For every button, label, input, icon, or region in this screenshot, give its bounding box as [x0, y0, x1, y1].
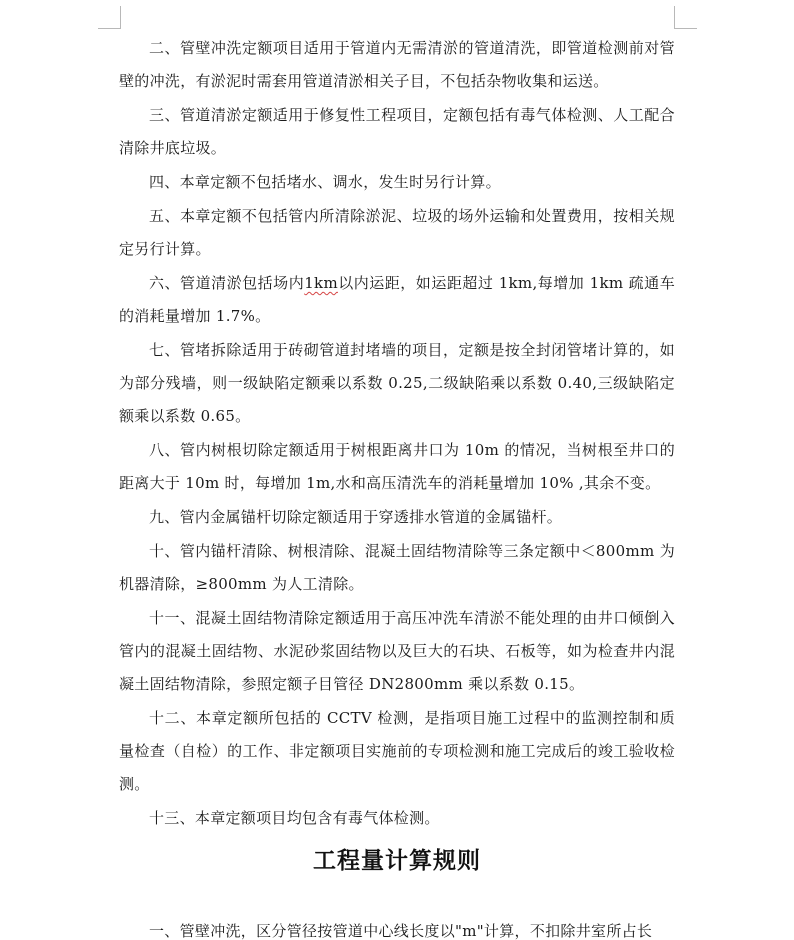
crop-mark-top-right	[674, 6, 697, 29]
rule-paragraph-1: 一、管壁冲洗，区分管径按管道中心线长度以"m"计算，不扣除井室所占长	[149, 922, 653, 940]
paragraph-6-start: 六、管道清淤包括场内	[149, 274, 305, 292]
paragraph-8: 八、管内树根切除定额适用于树根距离井口为 10m 的情况，当树根至井口的距离大于 10m 时，每增加 1m,水和高压清洗车的消耗量增加 10% ,其余不变。	[119, 441, 675, 492]
paragraph-9: 九、管内金属锚杆切除定额适用于穿透排水管道的金属锚杆。	[149, 508, 563, 526]
paragraph-7: 七、管堵拆除适用于砖砌管道封堵墙的项目，定额是按全封闭管堵计算的，如为部分残墙，则一级缺陷定额乘以系数 0.25,二级缺陷乘以系数 0.40,三级缺陷定额乘以系数 0.65。	[119, 341, 675, 425]
paragraph-13: 十三、本章定额项目均包含有毒气体检测。	[149, 809, 440, 827]
paragraph-2: 二、管壁冲洗定额项目适用于管道内无需清淤的管道清洗，即管道检测前对管壁的冲洗，有淤泥时需套用管道清淤相关子目，不包括杂物收集和运送。	[119, 39, 675, 90]
section-heading: 工程量计算规则	[313, 848, 481, 874]
crop-mark-top-left	[98, 6, 121, 29]
spellcheck-underlined-word: 1km	[304, 274, 338, 292]
paragraph-6	[119, 267, 675, 333]
paragraph-11: 十一、混凝土固结物清除定额适用于高压冲洗车清淤不能处理的由井口倾倒入管内的混凝土固结物、水泥砂浆固结物以及巨大的石块、石板等，如为检查井内混凝土固结物清除，参照定额子目管径 DN2800mm 乘以系数 0.15。	[119, 609, 675, 693]
paragraph-3: 三、管道清淤定额适用于修复性工程项目，定额包括有毒气体检测、人工配合清除井底垃圾。	[119, 106, 675, 157]
paragraph-6-end: 以内运距，如运距超过 1km,每增加 1km 疏通车的消耗量增加 1.7%。	[119, 274, 675, 325]
paragraph-4: 四、本章定额不包括堵水、调水，发生时另行计算。	[149, 173, 501, 191]
paragraph-12: 十二、本章定额所包括的 CCTV 检测，是指项目施工过程中的监测控制和质量检查（自检）的工作、非定额项目实施前的专项检测和施工完成后的竣工验收检测。	[119, 709, 675, 793]
document-body	[119, 32, 675, 940]
paragraph-10: 十、管内锚杆清除、树根清除、混凝土固结物清除等三条定额中＜800mm 为机器清除，≥800mm 为人工清除。	[119, 542, 675, 593]
paragraph-5: 五、本章定额不包括管内所清除淤泥、垃圾的场外运输和处置费用，按相关规定另行计算。	[119, 207, 675, 258]
